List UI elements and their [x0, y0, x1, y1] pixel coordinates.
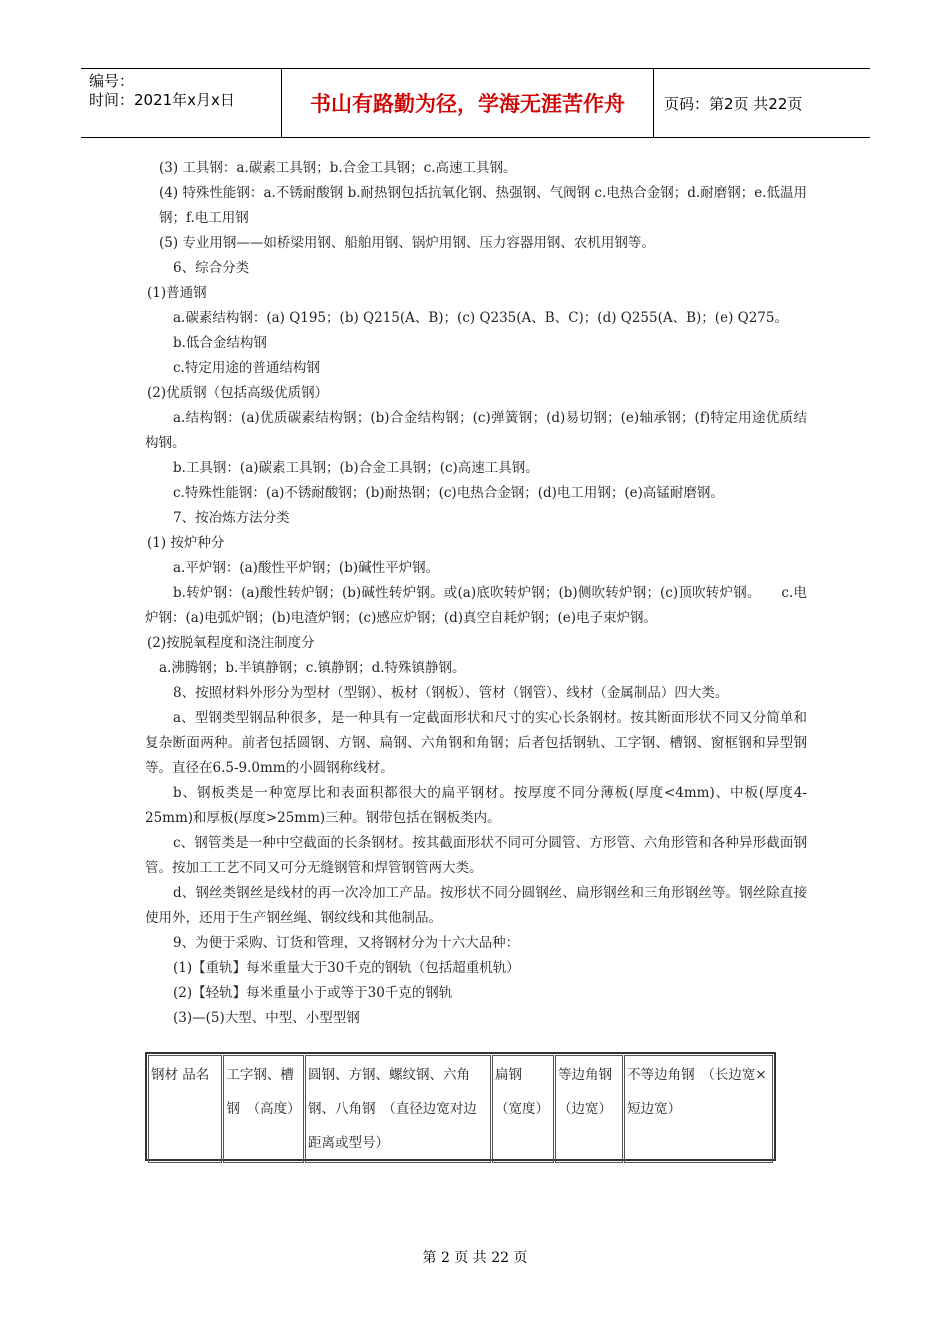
- table-cell: 等边角钢 （边宽）: [555, 1055, 623, 1163]
- paragraph: (1)【重轨】每米重量大于30千克的钢轨（包括超重机轨）: [173, 960, 520, 976]
- paragraph: b.低合金结构钢: [173, 335, 267, 351]
- table-cell: 扁钢 （宽度）: [492, 1055, 554, 1163]
- table-cell: 不等边角钢 （长边宽×短边宽）: [624, 1055, 773, 1163]
- table-cell: 钢材 品名: [148, 1055, 222, 1163]
- paragraph: d、钢丝类钢丝是线材的再一次冷加工产品。按形状不同分圆钢丝、扁形钢丝和三角形钢丝等。钢丝除直接使用外，还用于生产钢丝绳、钢纹线和其他制品。: [145, 885, 807, 926]
- paragraph: (1)普通钢: [147, 285, 207, 301]
- document-body: [145, 156, 807, 1031]
- header-page-number: 页码：第2页 共22页: [664, 94, 803, 113]
- paragraph: b.工具钢：(a)碳素工具钢；(b)合金工具钢；(c)高速工具钢。: [173, 460, 539, 476]
- paragraph: a.结构钢：(a)优质碳素结构钢；(b)合金结构钢；(c)弹簧钢；(d)易切钢；(e)轴承钢；(f)特定用途优质结构钢。: [145, 410, 807, 451]
- paragraph: a.平炉钢：(a)酸性平炉钢；(b)碱性平炉钢。: [173, 560, 440, 576]
- table-cell: 圆钢、方钢、螺纹钢、六角钢、八角钢 （直径边宽对边距离或型号）: [305, 1055, 491, 1163]
- paragraph: (4) 特殊性能钢：a.不锈耐酸钢 b.耐热钢包括抗氧化钢、热强钢、气阀钢 c.电热合金钢；d.耐磨钢；e.低温用钢；f.电工用钢: [159, 185, 807, 226]
- paragraph: c.特定用途的普通结构钢: [173, 360, 320, 376]
- paragraph: b、钢板类是一种宽厚比和表面积都很大的扁平钢材。按厚度不同分薄板(厚度<4mm)、中板(厚度4-25mm)和厚板(厚度>25mm)三种。钢带包括在钢板类内。: [145, 785, 807, 826]
- paragraph: a.沸腾钢；b.半镇静钢；c.镇静钢；d.特殊镇静钢。: [159, 660, 466, 676]
- table-row: [148, 1055, 773, 1163]
- steel-category-table: [145, 1052, 776, 1161]
- page-footer: 第 2 页 共 22 页: [422, 1250, 528, 1266]
- paragraph: (3)—(5)大型、中型、小型型钢: [173, 1010, 360, 1026]
- document-time-label: 时间：2021年x月x日: [89, 91, 235, 109]
- document-number-label: 编号：: [89, 72, 135, 90]
- paragraph: (5) 专业用钢——如桥梁用钢、船舶用钢、锅炉用钢、压力容器用钢、农机用钢等。: [159, 235, 655, 251]
- header-meta: [81, 69, 281, 140]
- paragraph: (2)优质钢（包括高级优质钢）: [147, 385, 329, 401]
- page-header: [81, 68, 870, 138]
- paragraph: (3) 工具钢：a.碳素工具钢；b.合金工具钢；c.高速工具钢。: [159, 160, 517, 176]
- paragraph: (2)按脱氧程度和浇注制度分: [147, 635, 315, 651]
- paragraph: b.转炉钢：(a)酸性转炉钢；(b)碱性转炉钢。或(a)底吹转炉钢；(b)侧吹转炉钢；(c)顶吹转炉钢。 c.电炉钢：(a)电弧炉钢；(b)电渣炉钢；(c)感应炉钢；(d)真空自耗炉钢；(e)电子束炉钢。: [145, 585, 807, 626]
- paragraph: 7、按冶炼方法分类: [173, 510, 290, 526]
- paragraph: 6、综合分类: [173, 260, 250, 276]
- paragraph: (2)【轻轨】每米重量小于或等于30千克的钢轨: [173, 985, 453, 1001]
- paragraph: (1) 按炉种分: [147, 535, 225, 551]
- paragraph: a.碳素结构钢：(a) Q195；(b) Q215(A、B)；(c) Q235(A、B、C)；(d) Q255(A、B)；(e) Q275。: [173, 310, 788, 326]
- paragraph: 9、为便于采购、订货和管理，又将钢材分为十六大品种：: [173, 935, 520, 951]
- table-cell: 工字钢、槽钢 （高度）: [223, 1055, 304, 1163]
- paragraph: c、钢管类是一种中空截面的长条钢材。按其截面形状不同可分圆管、方形管、六角形管和各种异形截面钢管。按加工工艺不同又可分无缝钢管和焊管钢管两大类。: [145, 835, 807, 876]
- header-motto: 书山有路勤为径，学海无涯苦作舟: [310, 92, 625, 116]
- paragraph: a、型钢类型钢品种很多，是一种具有一定截面形状和尺寸的实心长条钢材。按其断面形状不同又分简单和复杂断面两种。前者包括圆钢、方钢、扁钢、六角钢和角钢；后者包括钢轨、工字钢、槽钢、窗框钢和异型钢等。直径在6.5-9.0mm的小圆钢称线材。: [145, 710, 807, 776]
- paragraph: 8、按照材料外形分为型材（型钢）、板材（钢板）、管材（钢管）、线材（金属制品）四大类。: [173, 685, 729, 701]
- paragraph: c.特殊性能钢：(a)不锈耐酸钢；(b)耐热钢；(c)电热合金钢；(d)电工用钢；(e)高锰耐磨钢。: [173, 485, 724, 501]
